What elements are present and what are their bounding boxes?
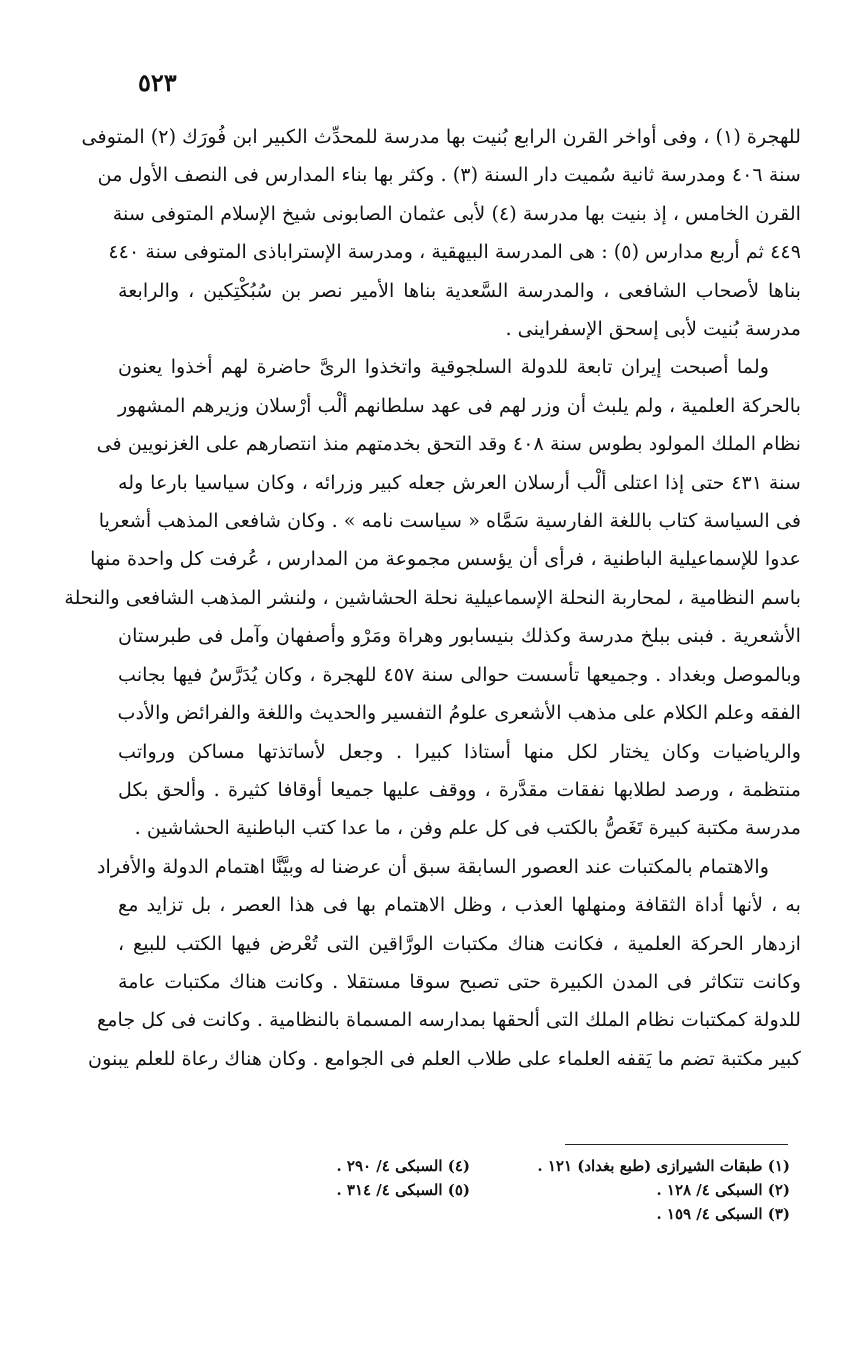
text-line: فى السياسة كتاب باللغة الفارسية سَمَّاه « سياست نامه » . وكان شافعى المذهب أشعريا: [98, 509, 801, 533]
text-line: والرياضيات وكان يختار لكل منها أستاذا كبيرا . وجعل لأساتذتها مساكن ورواتب: [118, 739, 801, 763]
footnote-divider: [565, 1144, 788, 1145]
footnote-item: (٢) السبكى ٤/ ١٢٨ .: [656, 1181, 790, 1199]
text-line: للدولة كمكتبات نظام الملك التى ألحقها بمدارسه المسماة بالنظامية . وكانت فى كل جامع: [97, 1008, 801, 1032]
text-line: مدرسة بُنيت لأبى إسحق الإسفراينى .: [505, 317, 801, 341]
footnotes-right-column: [490, 1154, 790, 1226]
footnote-item: (١) طبقات الشيرازى (طبع بغداد) ١٢١ .: [537, 1157, 790, 1175]
text-line: بالحركة العلمية ، ولم يلبث أن وزر لهم فى عهد سلطانهم ألْب أرْسلان وزيرهم المشهور: [118, 393, 801, 417]
footnote-item: (٣) السبكى ٤/ ١٥٩ .: [656, 1205, 790, 1223]
text-line: والاهتمام بالمكتبات عند العصور السابقة سبق أن عرضنا له وبيَّنَّا اهتمام الدولة والأفراد: [96, 854, 769, 878]
footnotes-left-column: [270, 1154, 470, 1202]
text-line: كبير مكتبة تضم ما يَقفه العلماء على طلاب العلم فى الجوامع . وكان هناك رعاة للعلم يبنون: [87, 1046, 801, 1070]
text-line: باسم النظامية ، لمحاربة النحلة الإسماعيلية نحلة الحشاشين ، ولنشر المذهب الشافعى والنحلة: [64, 585, 801, 609]
text-line: القرن الخامس ، إذ بنيت بها مدرسة (٤) لأبى عثمان الصابونى شيخ الإسلام المتوفى سنة: [112, 201, 801, 225]
text-line: منتظمة ، ورصد لطلابها نفقات مقدَّرة ، ووقف عليها جميعا أوقافا كثيرة . وألحق بكل: [118, 777, 801, 801]
footnote-item: (٥) السبكى ٤/ ٣١٤ .: [336, 1181, 470, 1199]
text-line: الأشعرية . فبنى ببلخ مدرسة وكذلك بنيسابور وهراة ومَرْو وأصفهان وآمل فى طبرستان: [118, 624, 801, 648]
text-line: بناها لأصحاب الشافعى ، والمدرسة السَّعدية بناها الأمير نصر بن سُبُكْتِكين ، والرابعة: [118, 278, 801, 302]
main-text: [64, 118, 801, 1078]
text-line: مدرسة مكتبة كبيرة تَغَصُّ بالكتب فى كل علم وفن ، ما عدا كتب الباطنية الحشاشين .: [134, 816, 801, 840]
text-line: نظام الملك المولود بطوس سنة ٤٠٨ وقد التحق بخدمتهم منذ انتصارهم على الغزنويين فى: [96, 432, 801, 456]
text-line: عدوا للإسماعيلية الباطنية ، فرأى أن يؤسس مجموعة من المدارس ، عُرفت كل واحدة منها: [90, 547, 801, 571]
text-line: للهجرة (١) ، وفى أواخر القرن الرابع بُنيت بها مدرسة للمحدِّث الكبير ابن فُورَك (٢) المتوفى: [81, 125, 801, 148]
text-line: ولما أصبحت إيران تابعة للدولة السلجوقية واتخذوا الرىَّ حاضرة لهم أخذوا يعنون: [118, 355, 769, 379]
paragraph-1: [81, 118, 801, 348]
text-line: به ، لأنها أداة الثقافة ومنهلها العذب ، وظل الاهتمام بها فى هذا العصر ، بل تزايد مع: [118, 893, 801, 917]
page-number: ٥٢٣: [138, 68, 177, 97]
text-line: سنة ٤٠٦ ومدرسة ثانية سُميت دار السنة (٣) . وكثر بها بناء المدارس فى النصف الأول من: [97, 163, 801, 187]
paragraph-2: [64, 348, 801, 847]
text-line: وكانت تتكاثر فى المدن الكبيرة حتى تصبح سوقا مستقلا . وكانت هناك مكتبات عامة: [118, 969, 801, 993]
text-line: وبالموصل وبغداد . وجميعها تأسست حوالى سنة ٤٥٧ للهجرة ، وكان يُدَرَّسُ فيها بجانب: [118, 662, 801, 686]
text-line: الفقه وعلم الكلام على مذهب الأشعرى علومُ التفسير والحديث واللغة والفرائض والأدب: [117, 701, 801, 725]
paragraph-3: [87, 848, 801, 1078]
text-line: ٤٤٩ ثم أربع مدارس (٥) : هى المدرسة البيهقية ، ومدرسة الإستراباذى المتوفى سنة ٤٤٠: [108, 240, 801, 264]
text-line: سنة ٤٣١ حتى إذا اعتلى ألْب أرسلان العرش جعله كبير وزرائه ، وكان سياسيا بارعا وله: [118, 470, 801, 494]
text-line: ازدهار الحركة العلمية ، فكانت هناك مكتبات الورَّاقين التى تُعْرض فيها الكتب للبيع ،: [118, 931, 801, 955]
footnote-item: (٤) السبكى ٤/ ٢٩٠ .: [336, 1157, 470, 1175]
